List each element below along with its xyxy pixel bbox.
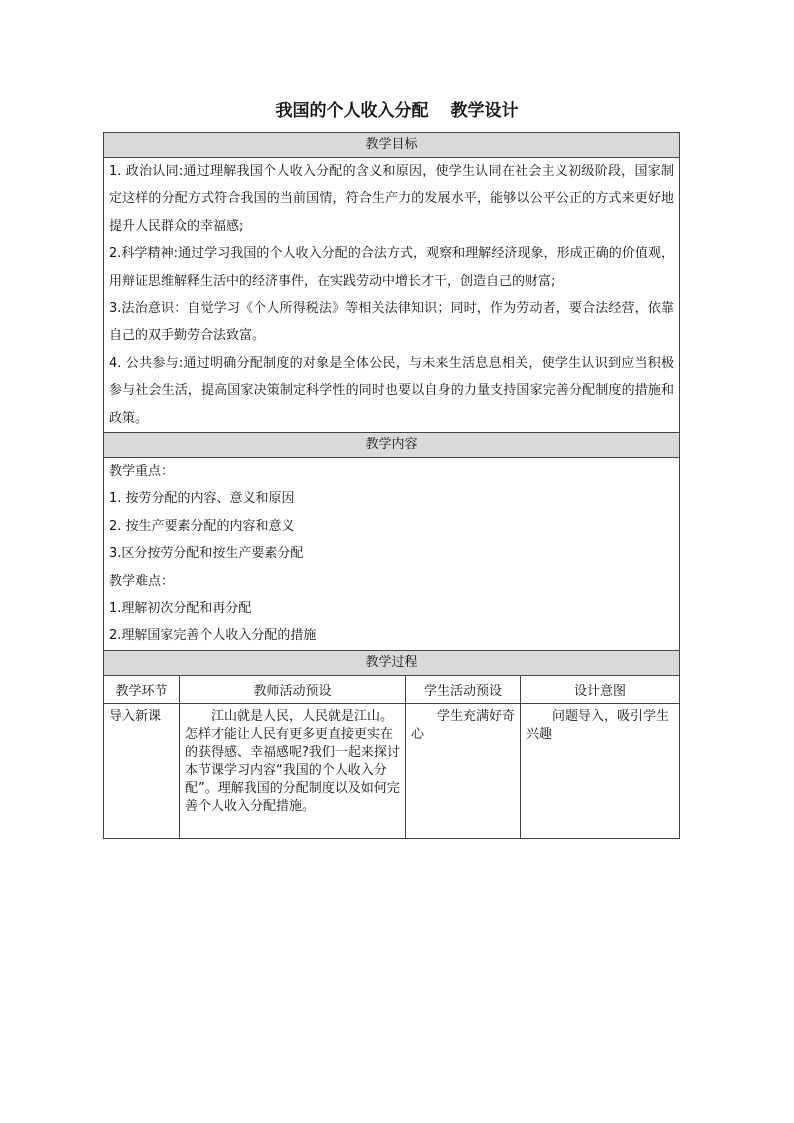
- process-column-headers: [104, 675, 680, 703]
- cell-teacher: 江山就是人民，人民就是江山。怎样才能让人民有更多更直接更实在的获得感、幸福感呢?我们一起来探讨本节课学习内容“我国的个人收入分配”。理解我国的分配制度以及如何完善个人收入分配措施。: [180, 703, 406, 838]
- cell-intent: 问题导入，吸引学生兴趣: [521, 703, 680, 838]
- title-sub: 教学设计: [450, 101, 519, 121]
- difficulty-item: 1.理解初次分配和再分配: [109, 601, 252, 617]
- process-header: 教学过程: [104, 650, 680, 675]
- column-header-stage: 教学环节: [104, 675, 180, 703]
- table-row: [104, 703, 680, 838]
- key-point-item: 1. 按劳分配的内容、意义和原因: [109, 491, 295, 507]
- column-header-student: 学生活动预设: [406, 675, 521, 703]
- page-title: [0, 96, 794, 121]
- objective-item: 1. 政治认同:通过理解我国个人收入分配的含义和原因，使学生认同在社会主义初级阶段，国家制定这样的分配方式符合我国的当前国情，符合生产力的发展水平，能够以公平公正的方式来更好地提升人民群众的幸福感;: [109, 164, 675, 234]
- objectives-body: [104, 158, 680, 433]
- content-body: [104, 458, 680, 651]
- difficulty-item: 2.理解国家完善个人收入分配的措施: [109, 628, 317, 644]
- key-points-label: 教学重点：: [109, 464, 175, 480]
- key-point-item: 3.区分按劳分配和按生产要素分配: [109, 546, 304, 562]
- cell-stage: 导入新课: [104, 703, 180, 838]
- column-header-teacher: 教师活动预设: [180, 675, 406, 703]
- title-main: 我国的个人收入分配: [275, 101, 429, 121]
- cell-student: 学生充满好奇心: [406, 703, 521, 838]
- objective-item: 4. 公共参与:通过明确分配制度的对象是全体公民，与未来生活息息相关，使学生认识到应当积极参与社会生活，提高国家决策制定科学性的同时也要以自身的力量支持国家完善分配制度的措施和政策。: [109, 355, 675, 426]
- content-header: 教学内容: [104, 433, 680, 458]
- key-point-item: 2. 按生产要素分配的内容和意义: [109, 518, 295, 534]
- objective-item: 3.法治意识：自觉学习《个人所得税法》等相关法律知识；同时，作为劳动者，要合法经营，依靠自己的双手勤劳合法致富。: [109, 301, 675, 344]
- objectives-header: 教学目标: [104, 133, 680, 158]
- lesson-plan-table: [103, 132, 680, 839]
- objective-item: 2.科学精神:通过学习我国的个人收入分配的合法方式，观察和理解经济现象，形成正确的价值观，用辩证思维解释生活中的经济事件，在实践劳动中增长才干，创造自己的财富;: [109, 246, 675, 289]
- column-header-intent: 设计意图: [521, 675, 680, 703]
- difficulties-label: 教学难点：: [109, 573, 175, 589]
